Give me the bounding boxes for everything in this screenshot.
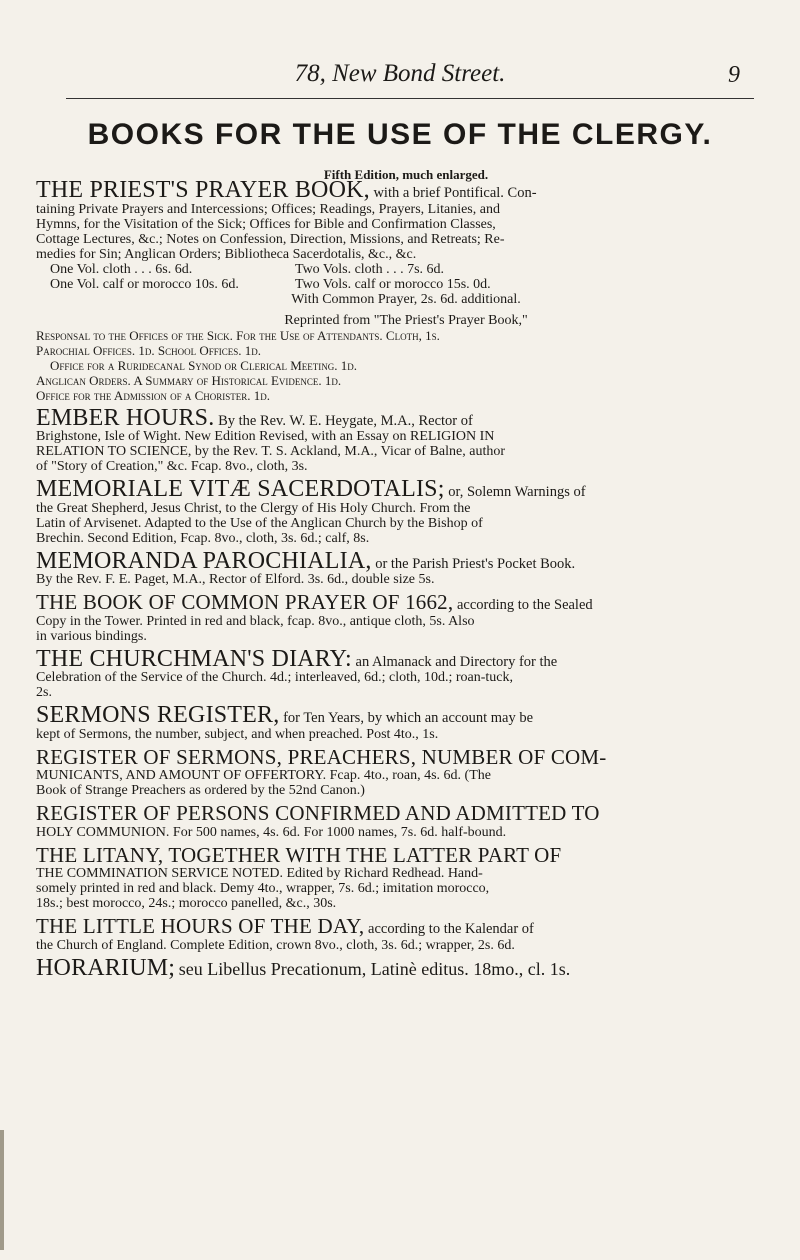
entry-text: according to the Kalendar of — [368, 921, 534, 937]
entry-lead — [36, 954, 776, 981]
entry-line: Book of Strange Preachers as ordered by the 52nd Canon.) — [36, 783, 365, 798]
reprint-item: Office for the Admission of a Chorister. 1d. — [36, 387, 271, 403]
reprint-item: Responsal to the Offices of the Sick. For the Use of Attendants. Cloth, 1s. — [36, 327, 440, 343]
entry-line: somely printed in red and black. Demy 4to., wrapper, 7s. 6d.; imitation morocco, — [36, 881, 490, 896]
entry-line: the Church of England. Complete Edition, crown 8vo., cloth, 3s. 6d.; wrapper, 2s. 6d. — [36, 937, 515, 953]
entry-heading: THE PRIEST'S PRAYER BOOK, — [36, 177, 370, 203]
reprint-item: Parochial Offices. 1d. School Offices. 1d. — [36, 342, 262, 358]
entry-heading: HORARIUM; — [36, 954, 176, 981]
price: Two Vols. cloth . . . 7s. 6d. — [295, 261, 445, 277]
entry-line: THE COMMINATION SERVICE NOTED. Edited by Richard Redhead. Hand- — [36, 866, 483, 881]
entry-line: kept of Sermons, the number, subject, and when preached. Post 4to., 1s. — [36, 726, 439, 742]
price: One Vol. cloth . . . 6s. 6d. — [50, 261, 193, 277]
entry-text: By the Rev. W. E. Heygate, M.A., Rector of — [218, 412, 473, 429]
reprint-item: Office for a Ruridecanal Synod or Clerical Meeting. 1d. — [50, 357, 358, 373]
entry-line: Copy in the Tower. Printed in red and black, fcap. 8vo., antique cloth, 5s. Also — [36, 613, 475, 629]
entry-lead — [36, 177, 776, 203]
entry-line: Latin of Arvisenet. Adapted to the Use of the Anglican Church by the Bishop of — [36, 515, 483, 531]
entry-lead — [36, 645, 776, 672]
entry-lead — [36, 590, 776, 614]
entry-little-hours — [36, 914, 776, 953]
header-address: 78, New Bond Street. — [294, 60, 506, 87]
entry-lead — [36, 914, 776, 938]
entry-line: of "Story of Creation," &c. Fcap. 8vo., cloth, 3s. — [36, 459, 308, 474]
entry-priests-prayer-book — [36, 167, 776, 403]
edition-note: Fifth Edition, much enlarged. — [323, 167, 489, 182]
entry-lead — [36, 702, 776, 728]
entry-lead — [36, 842, 776, 867]
entry-heading: REGISTER OF PERSONS CONFIRMED AND ADMITTED TO — [36, 801, 600, 825]
running-header — [30, 60, 770, 94]
entry-text: or, Solemn Warnings of — [448, 484, 586, 500]
price: Two Vols. calf or morocco 15s. 0d. — [295, 276, 491, 292]
price-row — [36, 262, 776, 277]
entry-register-of-persons — [36, 801, 776, 840]
scan-edge-mark — [0, 1130, 4, 1250]
entry-text: an Almanack and Directory for the — [355, 653, 558, 670]
entry-line: the Great Shepherd, Jesus Christ, to the Clergy of His Holy Church. From the — [36, 500, 471, 516]
reprinted-note: Reprinted from "The Priest's Prayer Book," — [284, 312, 528, 328]
entry-line: By the Rev. F. E. Paget, M.A., Rector of Elford. 3s. 6d., double size 5s. — [36, 572, 435, 587]
entry-horarium — [36, 954, 776, 981]
entry-memoranda — [36, 547, 776, 588]
entry-litany — [36, 842, 776, 912]
header-rule — [66, 98, 754, 99]
entry-lead — [36, 547, 776, 574]
entry-heading: THE BOOK OF COMMON PRAYER OF 1662, — [36, 590, 454, 614]
entry-lead — [36, 744, 776, 769]
entry-heading: SERMONS REGISTER, — [36, 702, 280, 728]
entry-common-prayer — [36, 590, 776, 644]
entry-text: seu Libellus Precationum, Latinè editus. 18mo., cl. 1s. — [178, 958, 571, 979]
entry-heading: MEMORANDA PAROCHIALIA, — [36, 547, 372, 574]
catalogue-entries — [36, 167, 776, 987]
price: One Vol. calf or morocco 10s. 6d. — [50, 276, 239, 292]
entry-line: taining Private Prayers and Intercessions; Offices; Readings, Prayers, Litanies, and — [36, 201, 500, 217]
page-number: 9 — [728, 62, 740, 88]
entry-line: RELATION TO SCIENCE, by the Rev. T. S. Ackland, M.A., Vicar of Balne, author — [36, 444, 506, 459]
entry-line: HOLY COMMUNION. For 500 names, 4s. 6d. For 1000 names, 7s. 6d. half-bound. — [36, 824, 507, 840]
entry-heading: THE LITANY, TOGETHER WITH THE LATTER PART OF — [36, 842, 562, 867]
entry-heading: MEMORIALE VITÆ SACERDOTALIS; — [36, 476, 445, 502]
entry-text: for Ten Years, by which an account may be — [283, 710, 534, 726]
entry-churchmans-diary — [36, 645, 776, 701]
entry-text: with a brief Pontifical. Con- — [373, 185, 537, 201]
entry-text: or the Parish Priest's Pocket Book. — [375, 555, 576, 572]
entry-memoriale — [36, 476, 776, 546]
entry-line: MUNICANTS, AND AMOUNT OF OFFERTORY. Fcap. 4to., roan, 4s. 6d. (The — [36, 768, 491, 783]
entry-lead — [36, 476, 776, 502]
entry-heading: EMBER HOURS. — [36, 404, 215, 431]
entry-line: Brighstone, Isle of Wight. New Edition Revised, with an Essay on RELIGION IN — [36, 429, 495, 444]
entry-line: Brechin. Second Edition, Fcap. 8vo., cloth, 3s. 6d.; calf, 8s. — [36, 530, 370, 546]
entry-ember-hours — [36, 404, 776, 475]
entry-sermons-register — [36, 702, 776, 742]
entry-heading: THE CHURCHMAN'S DIARY: — [36, 645, 352, 672]
entry-heading: THE LITTLE HOURS OF THE DAY, — [36, 914, 365, 938]
entry-line: Cottage Lectures, &c.; Notes on Confession, Direction, Missions, and Retreats; Re- — [36, 231, 505, 247]
entry-line: medies for Sin; Anglican Orders; Bibliotheca Sacerdotalis, &c., &c. — [36, 246, 417, 262]
page-title: BOOKS FOR THE USE OF THE CLERGY. — [87, 118, 713, 151]
entry-text: according to the Sealed — [456, 597, 593, 613]
entry-line: Hymns, for the Visitation of the Sick; Offices for Bible and Confirmation Classes, — [36, 216, 496, 232]
entry-lead — [36, 801, 776, 825]
common-prayer-note: With Common Prayer, 2s. 6d. additional. — [291, 291, 521, 307]
entry-line: 18s.; best morocco, 24s.; morocco panelled, &c., 30s. — [36, 896, 337, 911]
entry-register-of-sermons — [36, 744, 776, 799]
price-row — [36, 277, 776, 292]
entry-line: Celebration of the Service of the Church. 4d.; interleaved, 6d.; cloth, 10d.; roan-tuck, — [36, 670, 514, 685]
reprint-item: Anglican Orders. A Summary of Historical Evidence. 1d. — [36, 372, 342, 388]
entry-heading: REGISTER OF SERMONS, PREACHERS, NUMBER OF COM- — [36, 744, 607, 769]
entry-line: in various bindings. — [36, 628, 147, 644]
entry-line: 2s. — [36, 685, 52, 700]
entry-lead — [36, 404, 776, 431]
